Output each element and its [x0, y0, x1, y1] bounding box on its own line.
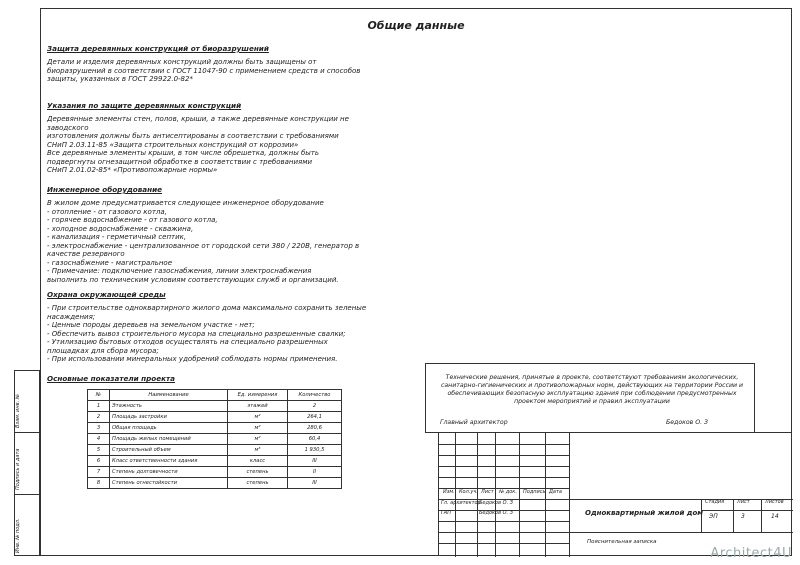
section-line: В жилом доме предусматривается следующее инженерное оборудование [47, 199, 324, 207]
table-cell: Строительный объем [110, 445, 228, 456]
table-cell: II [288, 467, 342, 478]
section-body [47, 58, 367, 84]
section-line: Деревянные элементы стен, полов, крыши, а также деревянные конструкции не [47, 115, 349, 123]
section-line: Все деревянные элементы крыши, в том числе обрешетка, должны быть [47, 149, 319, 157]
section-heading: Инженерное оборудование [47, 185, 163, 194]
table-row [88, 434, 342, 445]
note-box [425, 363, 755, 433]
section-3 [47, 185, 367, 284]
section-4 [47, 290, 367, 364]
note-text: Технические решения, принятые в проекте, соответствуют требованиям экологических, санитарно-гигиенических и противопожарных норм, действующих на территории России и обеспечивающих безопасную эксплуатацию здания при соблюдении предусмотренных проектом мероприятий и правил эксплуатации [440, 374, 744, 405]
stamp-name-1: Бедоков О. З [479, 500, 513, 506]
section-line: - Утилизацию бытовых отходов осуществлять на специально разрешенных [47, 338, 328, 346]
table-cell: 2 [88, 412, 110, 423]
section-line: СНиП 2.01.02-85* «Противопожарные нормы» [47, 166, 218, 174]
table-cell: м² [228, 412, 288, 423]
table-cell: Степень долговечности [110, 467, 228, 478]
col-doc: № док. [499, 489, 517, 495]
section-2 [47, 101, 367, 175]
section-line: выполнить по техническим условиям соответствующих служб и организаций. [47, 275, 339, 284]
stage-value: ЭП [709, 513, 718, 520]
table-cell: 2 [288, 401, 342, 412]
section-line: - электроснабжение - централизованное от городской сети 380 / 220В, генератор в [47, 241, 360, 250]
table-cell: класс [228, 456, 288, 467]
table-header: Наименование [110, 390, 228, 401]
table-cell: Этажность [110, 401, 228, 412]
sheets-value: 14 [771, 513, 779, 520]
title-block [438, 432, 792, 556]
stamp-role-1: Гл. архитектор [441, 500, 481, 506]
section-line: - холодное водоснабжение - скважина, [47, 224, 194, 233]
section-heading: Охрана окружающей среды [47, 290, 166, 299]
table-cell: Класс ответственности здания [110, 456, 228, 467]
section-line: защиты, указанных в ГОСТ 29922.0-82* [47, 75, 193, 83]
table-row [88, 478, 342, 489]
section-line: - канализация - герметичный септик, [47, 233, 187, 241]
note-role: Главный архитектор [440, 419, 508, 426]
table-row [88, 401, 342, 412]
table-cell: 3 [88, 423, 110, 434]
section-line: подвергнуты огнезащитной обработке в соответствии с требованиями [47, 157, 313, 166]
table-cell: Площадь жилых помещений [110, 434, 228, 445]
section-line: изготовления должны быть антисептированы в соответствии с требованиями [47, 132, 339, 140]
section-body [47, 115, 367, 175]
section-line: насаждения; [47, 312, 96, 321]
table-cell: м² [228, 423, 288, 434]
section-heading: Указания по защите деревянных конструкций [47, 101, 242, 110]
section-line: - горячее водоснабжение - от газового котла, [47, 216, 218, 224]
stamp-role-2: ГАП [441, 510, 451, 516]
page-title: Общие данные [367, 19, 465, 32]
table-cell: 1 [88, 401, 110, 412]
table-cell: 5 [88, 445, 110, 456]
table-cell: 280,6 [288, 423, 342, 434]
table-cell: м² [228, 434, 288, 445]
col-kol: Кол.уч. [459, 489, 478, 495]
table-row [88, 445, 342, 456]
side-cell-2 [15, 433, 41, 495]
table-cell: 8 [88, 478, 110, 489]
watermark-logo: Architect4U [710, 546, 792, 561]
section-line: - отопление - от газового котла, [47, 207, 167, 216]
section-heading: Защита деревянных конструкций от биоразрушений [47, 44, 269, 53]
section-line: - Обеспечить вывоз строительного мусора на специально разрешенные свалки; [47, 329, 346, 338]
section-line: - При использовании минеральных удобрений соблюдать нормы применения. [47, 355, 338, 363]
table-header: Количество [288, 390, 342, 401]
note-name: Бедоков О. З [666, 419, 709, 426]
table-cell: 60,4 [288, 434, 342, 445]
table-cell: Общая площадь [110, 423, 228, 434]
section-line: - газоснабжение - магистральное [47, 258, 172, 267]
table-cell: III [288, 456, 342, 467]
table-row [88, 423, 342, 434]
table-cell: степень [228, 478, 288, 489]
doc-title: Пояснительная записка [587, 539, 657, 545]
table-cell: м³ [228, 445, 288, 456]
section-body [47, 304, 367, 364]
side-cell-1 [15, 371, 41, 433]
side-stamp [14, 370, 40, 556]
table-row [88, 456, 342, 467]
table-header: № [88, 390, 110, 401]
section-line: заводского [47, 123, 89, 132]
table-cell: этажей [228, 401, 288, 412]
section-1 [47, 44, 367, 84]
table-cell: степень [228, 467, 288, 478]
side-label-1: Взам. инв. № [15, 394, 21, 428]
stamp-name-2: Бедоков О. З [479, 510, 513, 516]
project-name: Одноквартирный жилой дом [585, 509, 703, 517]
table-cell: Степень огнестойкости [110, 478, 228, 489]
section-line: Детали и изделия деревянных конструкций должны быть защищены от [47, 58, 317, 66]
col-date: Дата [549, 489, 562, 495]
table-cell: 4 [88, 434, 110, 445]
table-cell: 7 [88, 467, 110, 478]
side-cell-3 [15, 495, 41, 557]
table-cell: 6 [88, 456, 110, 467]
section-line: - Примечание: подключение газоснабжения, линии электроснабжения [47, 267, 312, 275]
col-sign: Подпись [523, 489, 546, 495]
section-line: - Ценные породы деревьев на земельном участке - нет; [47, 321, 255, 329]
table-cell: Площадь застройки [110, 412, 228, 423]
stamp-cols [439, 489, 569, 499]
side-label-3: Инв. № подл. [15, 518, 21, 553]
sheet-header: Лист [737, 499, 750, 505]
table-row [88, 412, 342, 423]
sheets-header: Листов [765, 499, 784, 505]
indicators-heading-block [47, 374, 175, 388]
col-list: Лист [481, 489, 494, 495]
stage-header: Стадия [705, 499, 725, 505]
table-cell: 264,1 [288, 412, 342, 423]
table-header: Ед. измерения [228, 390, 288, 401]
side-label-2: Подпись и дата [15, 448, 21, 490]
table-cell: III [288, 478, 342, 489]
section-line: качестве резервного [47, 250, 125, 258]
section-line: СНиП 2.03.11-85 «Защита строительных конструкций от коррозии» [47, 140, 299, 149]
section-line: биоразрушений в соответствии с ГОСТ 11047-90 с применением средств и способов [47, 66, 361, 75]
table-cell: 1 930,5 [288, 445, 342, 456]
section-line: - При строительстве одноквартирного жилого дома максимально сохранить зеленые [47, 304, 367, 312]
col-izm: Изм. [443, 489, 455, 495]
indicators-heading: Основные показатели проекта [47, 374, 175, 383]
section-line: площадках для сбора мусора; [47, 346, 159, 355]
sheet-value: 3 [741, 513, 745, 520]
section-body [47, 199, 367, 284]
indicators-table [87, 389, 342, 489]
table-row [88, 467, 342, 478]
